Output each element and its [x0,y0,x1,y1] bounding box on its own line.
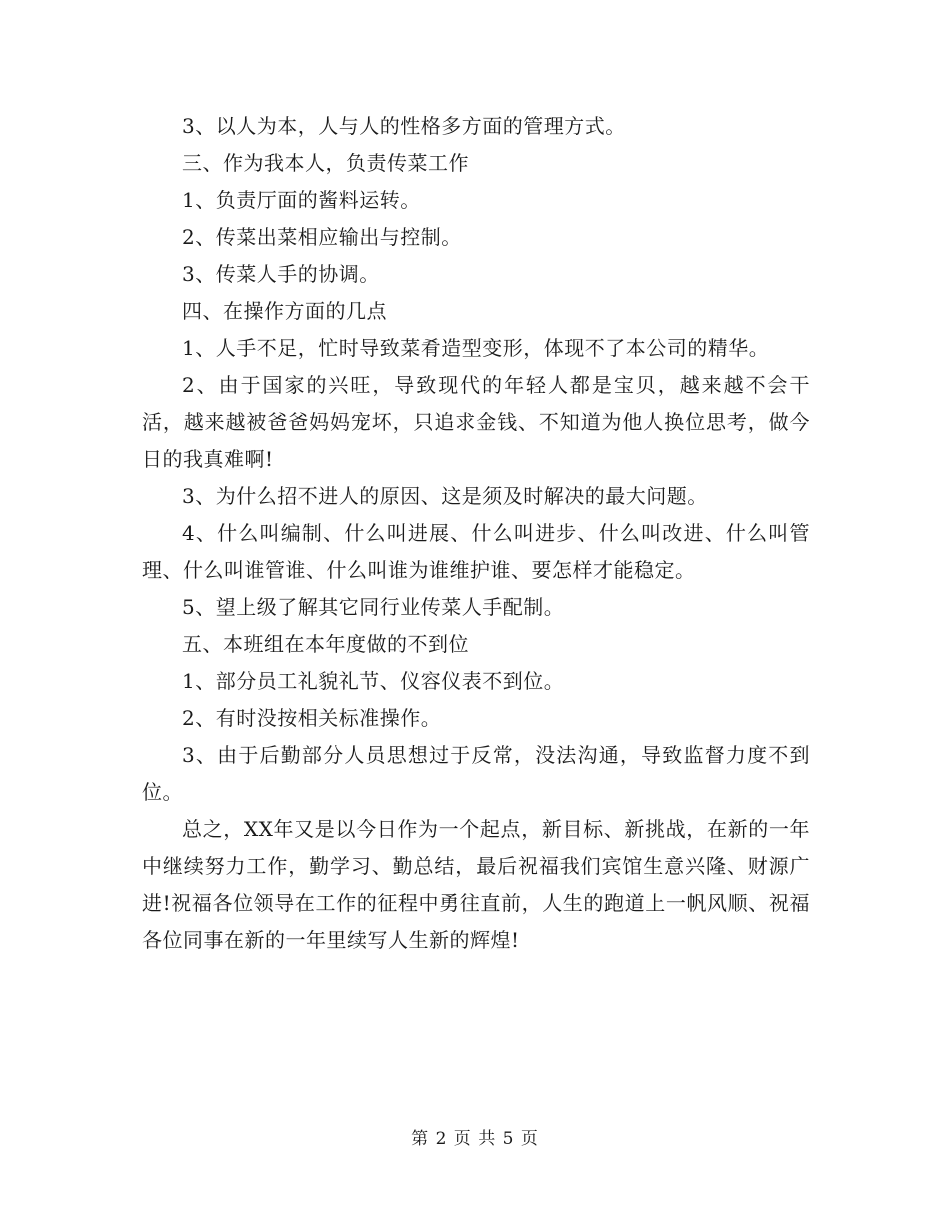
paragraph: 2、有时没按相关标准操作。 [182,706,442,730]
paragraph: 3、为什么招不进人的原因、这是须及时解决的最大问题。 [182,484,708,508]
section-heading: 三、作为我本人，负责传菜工作 [182,151,469,175]
closing-paragraph: 总之，XX年又是以今日作为一个起点，新目标、新挑战，在新的一年中继续努力工作，勤学习、勤总结，最后祝福我们宾馆生意兴隆、财源广进!祝福各位领导在工作的征程中勇往直前，人生的跑道上一帆风顺、祝福各位同事在新的一年里续写人生新的辉煌! [142,817,810,952]
section-heading: 四、在操作方面的几点 [182,299,387,323]
paragraph: 1、人手不足，忙时导致菜肴造型变形，体现不了本公司的精华。 [182,336,770,360]
paragraph: 1、负责厅面的酱料运转。 [182,188,421,212]
paragraph: 3、传菜人手的协调。 [182,262,380,286]
paragraph: 2、由于国家的兴旺，导致现代的年轻人都是宝贝，越来越不会干活，越来越被爸爸妈妈宠坏，只追求金钱、不知道为他人换位思考，做今日的我真难啊! [142,373,810,471]
document-body [142,108,810,959]
paragraph: 4、什么叫编制、什么叫进展、什么叫进步、什么叫改进、什么叫管理、什么叫谁管谁、什么叫谁为谁维护谁、要怎样才能稳定。 [142,521,810,582]
paragraph: 5、望上级了解其它同行业传菜人手配制。 [182,595,565,619]
page-number-footer: 第 2 页 共 5 页 [411,1129,539,1149]
section-heading: 五、本班组在本年度做的不到位 [182,632,469,656]
paragraph: 3、以人为本，人与人的性格多方面的管理方式。 [182,114,626,138]
paragraph: 1、部分员工礼貌礼节、仪容仪表不到位。 [182,669,565,693]
paragraph: 3、由于后勤部分人员思想过于反常，没法沟通，导致监督力度不到位。 [142,743,810,804]
paragraph: 2、传菜出菜相应输出与控制。 [182,225,462,249]
